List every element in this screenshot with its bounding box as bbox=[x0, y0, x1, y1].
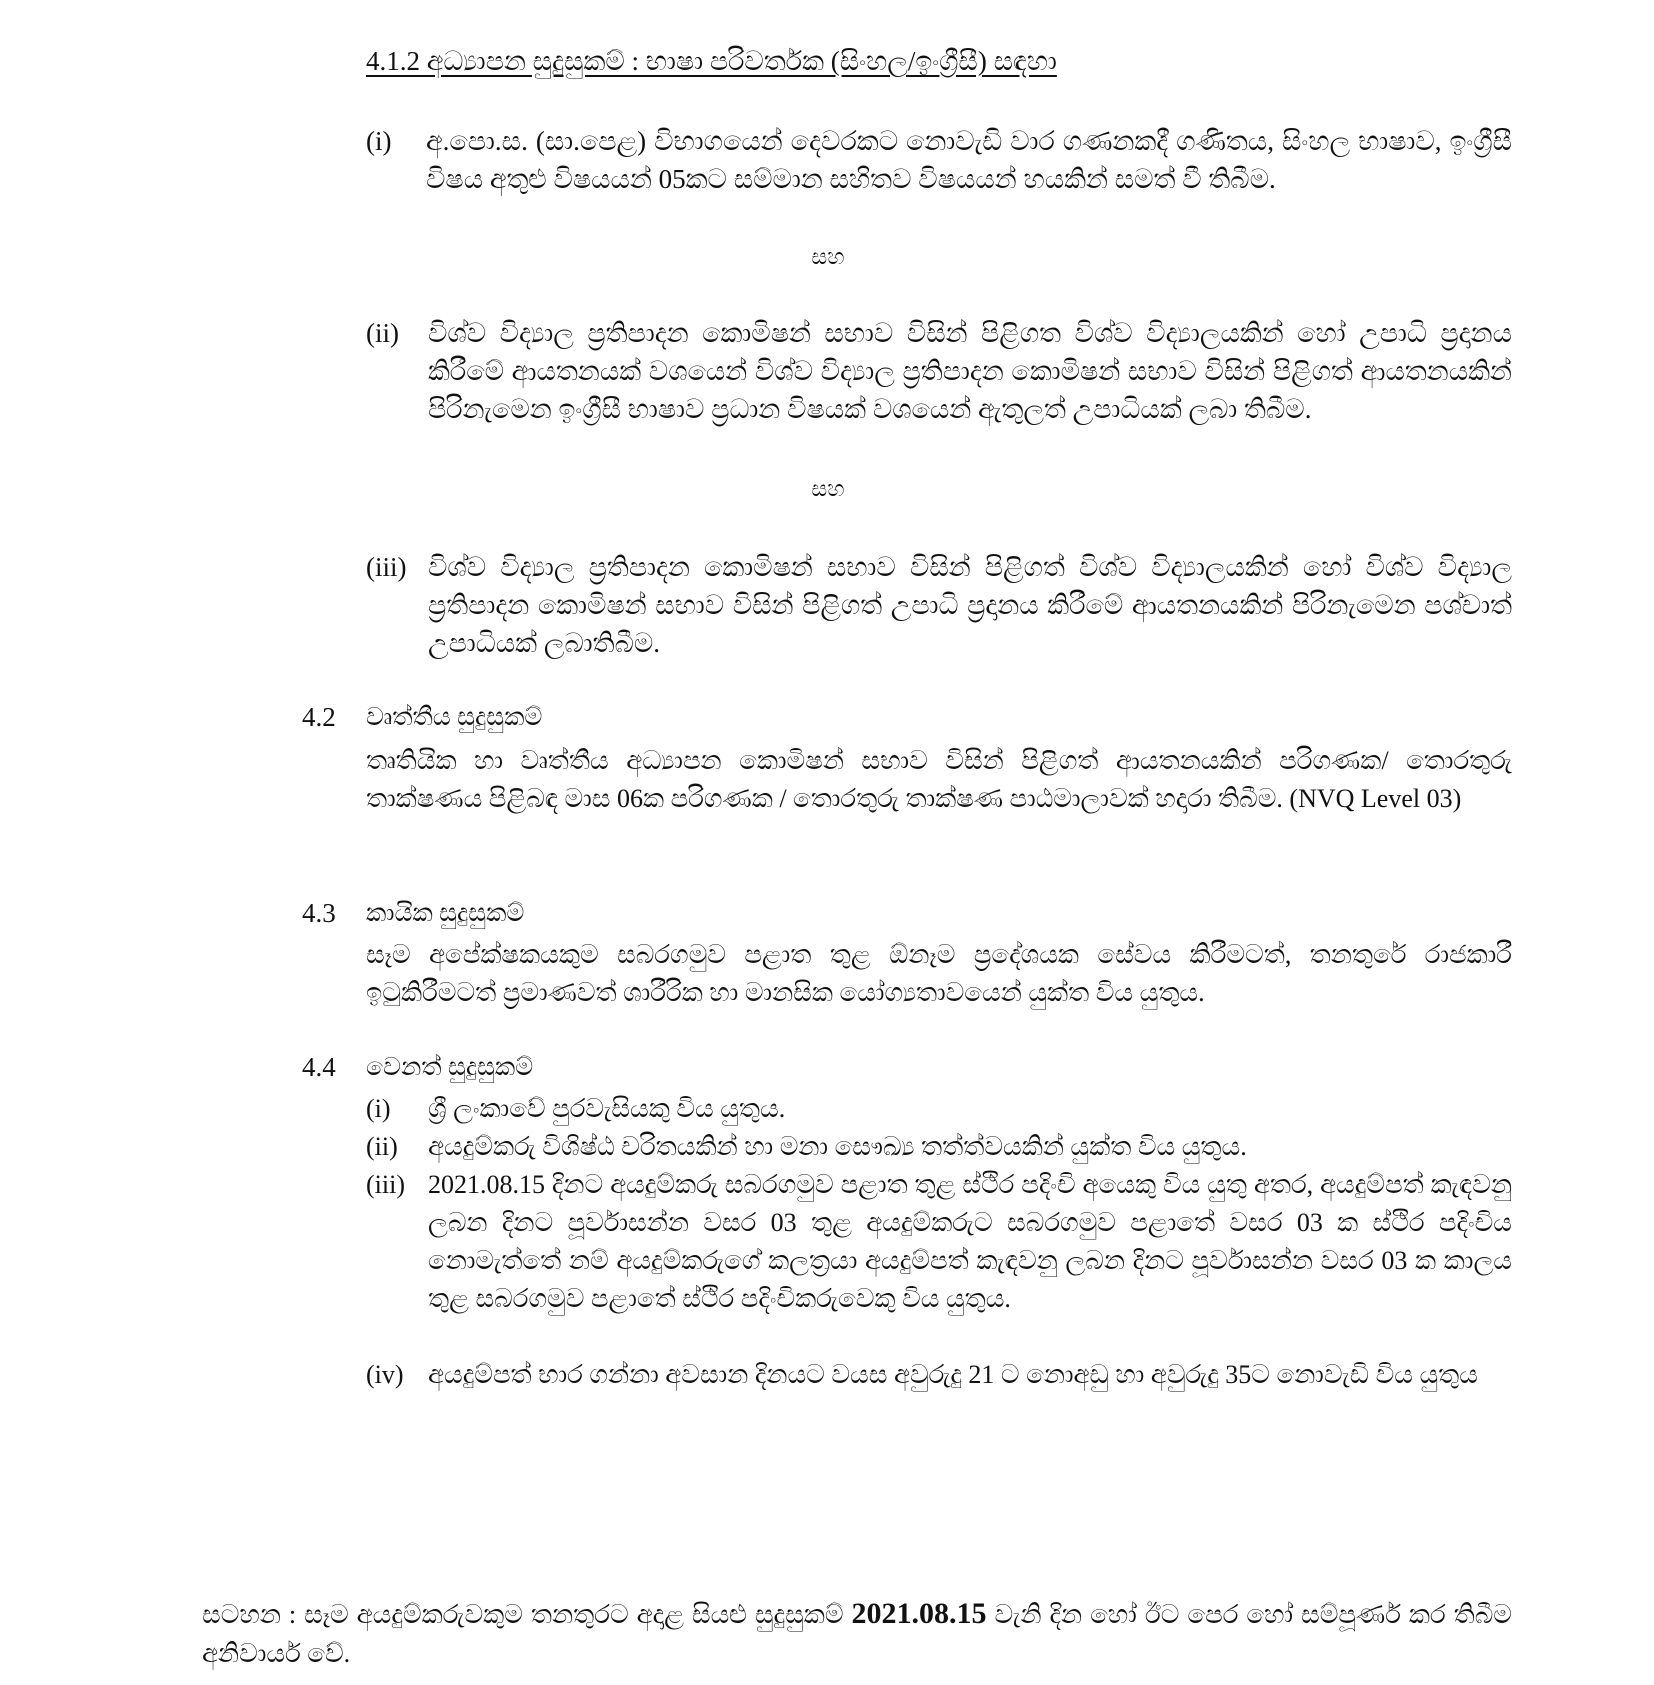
item-number: (iii) bbox=[366, 552, 407, 582]
item-text: අයදුම්කරු විශිෂ්ඨ චරිතයකින් හා මනා සෞඛ්‍ය තත්ත්වයකින් යුක්ත විය යුතුය. bbox=[428, 1132, 1247, 1161]
edu-item-i bbox=[366, 122, 1512, 198]
section-title-4-2: වෘත්තීය සුදුසුකම් bbox=[366, 704, 543, 731]
note-suffix: වැනි දින හෝ ඊට පෙර හෝ සම්පූර්ණ කර තිබීම අනිවාර්ය වේ. bbox=[202, 1600, 1513, 1668]
section-body-4-3: සෑම අපේක්ෂකයකුම සබරගමුව පළාත තුළ ඕනෑම ප්‍රදේශයක සේවය කිරීමටත්, තනතුරේ රාජකාරී ඉටුකිරීමටත් ප්‍රමාණවත් ශාරීරික හා මානසික යෝග්‍යතාවයෙන් යුක්ත විය යුතුය. bbox=[366, 940, 1513, 1007]
other-item-i bbox=[366, 1090, 1512, 1128]
section-number-4-4: 4.4 bbox=[302, 1052, 336, 1082]
conjunction-and: සහ bbox=[811, 244, 845, 269]
edu-item-iii bbox=[366, 548, 1512, 662]
item-number: (ii) bbox=[366, 1132, 398, 1161]
item-text: අයදුම්පත් භාර ගන්නා අවසාන දිනයට වයස අවුරුදු 21 ට නොඅඩු හා අවුරුදු 35ට නොවැඩි විය යුතුය bbox=[428, 1360, 1478, 1389]
section-title-4-3: කායික සුදුසුකම් bbox=[366, 900, 525, 927]
section-body-4-2: තෘතියික හා වෘත්තීය අධ්‍යාපන කොමිෂන් සභාව විසින් පිළිගත් ආයතනයකින් පරිගණක/ තොරතුරු තාක්ෂණය පිළිබඳ මාස 06ක පරිගණක / තොරතුරු තාක්ෂණ පාඨමාලාවක් හදාරා තිබීම. (NVQ Level 03) bbox=[366, 746, 1512, 813]
item-number: (i) bbox=[366, 126, 392, 156]
other-item-iii bbox=[366, 1166, 1512, 1318]
item-text: විශ්ව විද්‍යාල ප්‍රතිපාදන කොමිෂන් සභාව විසින් පිළිගත් විශ්ව විද්‍යාලයකින් හෝ විශ්ව විද්‍යාල ප්‍රතිපාදන කොමිෂන් සභාව විසින් පිළිගත් උපාධි ප්‍රදානය කිරීමේ ආයතනයකින් පිරිනැමෙන පශ්චාත් උපාධියක් ලබාතිබීම. bbox=[428, 552, 1512, 658]
item-number: (iv) bbox=[366, 1360, 404, 1389]
other-item-ii bbox=[366, 1128, 1512, 1166]
note-date: 2021.08.15 bbox=[851, 1597, 987, 1630]
edu-item-ii bbox=[366, 314, 1512, 428]
footnote bbox=[202, 1594, 1512, 1673]
section-title-4-4: වෙනත් සුදුසුකම් bbox=[366, 1054, 534, 1081]
item-number: (ii) bbox=[366, 318, 399, 348]
item-text: අ.පො.ස. (සා.පෙළ) විභාගයෙන් දෙවරකට නොවැඩි වාර ගණනකදී ගණිතය, සිංහල භාෂාව, ඉංග්‍රීසී විෂය අතුළු විෂයයන් 05කට සම්මාන සහිතව විෂයයන් හයකින් සමත් වී තිබීම. bbox=[426, 126, 1512, 194]
item-text: ශ්‍රී ලංකාවේ පුරවැසියකු විය යුතුය. bbox=[428, 1094, 786, 1123]
note-prefix: සටහන : සෑම අයදුම්කරුවකුම තනතුරට අදාළ සියළු සුදුසුකම් bbox=[202, 1600, 852, 1629]
section-number-4-3: 4.3 bbox=[302, 898, 336, 928]
section-number-4-2: 4.2 bbox=[302, 702, 336, 732]
conjunction-and: සහ bbox=[811, 476, 845, 501]
item-number: (i) bbox=[366, 1094, 391, 1123]
other-item-iv bbox=[366, 1356, 1512, 1394]
item-text: විශ්ව විද්‍යාල ප්‍රතිපාදන කොමිෂන් සභාව විසින් පිළිගත විශ්ව විද්‍යාලයකින් හෝ උපාධි ප්‍රදානය කිරීමේ ආයතනයක් වශයෙන් විශ්ව විද්‍යාල ප්‍රතිපාදන කොමිෂන් සභාව විසින් පිළිගත් ආයතනයකින් පිරිනැමෙන ඉංග්‍රීසී භාෂාව ප්‍රධාන විෂයක් වශයෙන් ඇතුලත් උපාධියක් ලබා තිබීම. bbox=[428, 318, 1512, 424]
item-number: (iii) bbox=[366, 1170, 405, 1199]
section-heading-4-1-2: 4.1.2 අධ්‍යාපන සුදුසුකම් : භාෂා පරිවර්තක (සිංහල/ඉංග්‍රීසී) සඳහා bbox=[366, 46, 1057, 76]
item-text: 2021.08.15 දිනට අයදුම්කරු සබරගමුව පළාත තුළ ස්ථිර පදිංචි අයෙකු විය යුතු අතර, අයදුම්පත් කැඳවනු ලබන දිනට පූර්වාසන්න වසර 03 තුළ අයදුම්කරුට සබරගමුව පළාතේ වසර 03 ක ස්ථිර පදිංචිය නොමැත්තේ නම් අයදුම්කරුගේ කලත්‍රයා අයදුම්පත් කැඳවනු ලබන දිනට පූර්වාසන්න වසර 03 ක කාලය තුළ සබරගමුව පළාතේ ස්ථිර පදිංචිකරුවෙකු විය යුතුය. bbox=[428, 1170, 1512, 1313]
